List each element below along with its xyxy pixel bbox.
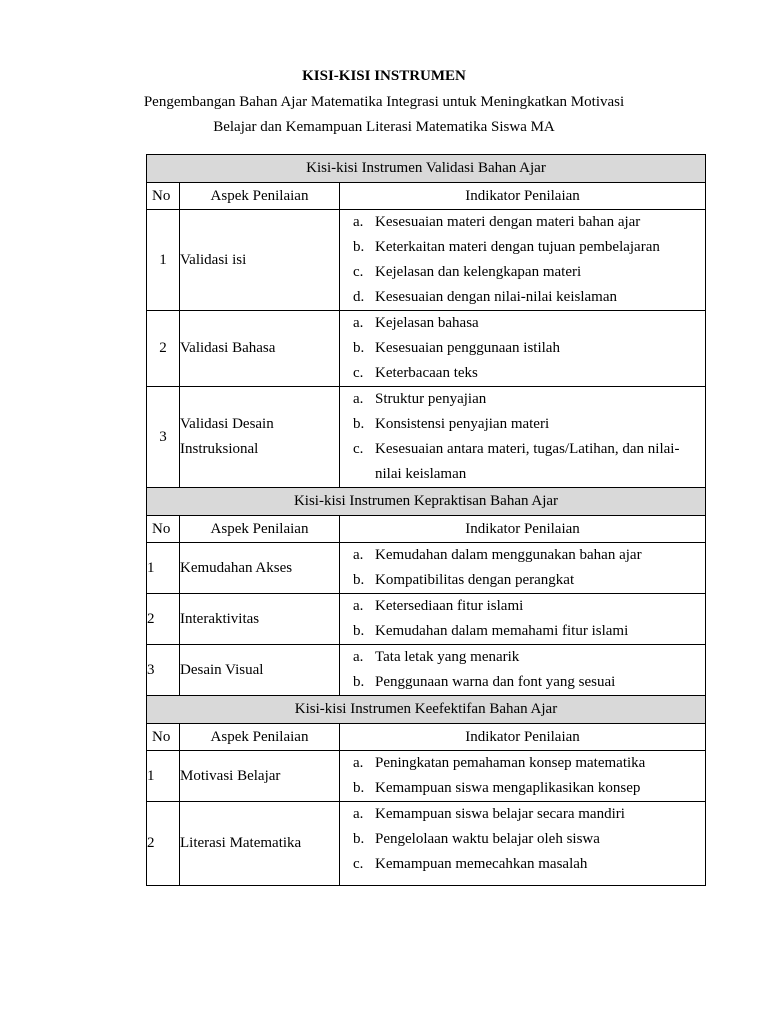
column-header-no: No [147, 724, 180, 751]
indicator-text: Peningkatan pemahaman konsep matematika [375, 755, 646, 771]
indicator-text: Kesesuaian penggunaan istilah [375, 340, 560, 356]
indicator-marker: a. [353, 315, 364, 331]
instrument-grid-table [146, 154, 706, 886]
table-row [147, 751, 706, 802]
column-header-aspek: Aspek Penilaian [180, 724, 340, 751]
indicator-marker: b. [353, 416, 365, 432]
indicator-text: Kemampuan memecahkan masalah [375, 856, 588, 872]
column-header-row [147, 516, 706, 543]
indicator-item [340, 827, 705, 852]
indicator-item [340, 594, 705, 619]
column-header-row [147, 183, 706, 210]
indicator-text: Struktur penyajian [375, 391, 487, 407]
aspect-cell [180, 387, 340, 488]
indicator-marker: c. [353, 856, 364, 872]
aspect-label-line1: Validasi Desain [180, 416, 274, 432]
aspect-cell [180, 311, 340, 387]
aspect-label: Desain Visual [180, 661, 264, 678]
aspect-cell [180, 751, 340, 802]
aspect-cell [180, 645, 340, 696]
indicator-marker: d. [353, 289, 365, 305]
column-header-aspek: Aspek Penilaian [180, 183, 340, 210]
row-number: 2 [147, 802, 180, 886]
aspect-cell [180, 210, 340, 311]
aspect-label: Validasi Bahasa [180, 340, 276, 356]
indicator-item [340, 619, 705, 644]
indicator-text: Ketersediaan fitur islami [375, 598, 524, 614]
section-heading-row [147, 488, 706, 516]
indicator-text: Kesesuaian antara materi, tugas/Latihan, dan nilai- [375, 441, 680, 457]
indicator-text: Kemudahan dalam memahami fitur islami [375, 623, 629, 639]
indicator-marker: b. [353, 572, 365, 588]
indicator-marker: a. [353, 391, 364, 407]
row-number: 2 [147, 594, 180, 645]
indicator-text: Kejelasan bahasa [375, 315, 479, 331]
section-heading-row [147, 155, 706, 183]
aspect-label: Motivasi Belajar [180, 767, 281, 784]
row-number: 1 [147, 543, 180, 594]
table-row [147, 387, 706, 488]
indicator-cell [340, 751, 706, 802]
section-validasi [147, 155, 706, 488]
indicator-item [340, 645, 705, 670]
indicator-marker: c. [353, 264, 364, 280]
indicator-text: Kemampuan siswa belajar secara mandiri [375, 806, 625, 822]
indicator-item [340, 260, 705, 285]
table-row [147, 311, 706, 387]
indicator-marker: b. [353, 831, 365, 847]
indicator-marker: a. [353, 806, 364, 822]
indicator-list [340, 645, 705, 695]
indicator-cell [340, 311, 706, 387]
section-keefektifan [147, 696, 706, 886]
indicator-text: Kejelasan dan kelengkapan materi [375, 264, 582, 280]
aspect-label: Interaktivitas [180, 610, 260, 627]
indicator-item [340, 387, 705, 412]
row-number: 1 [147, 210, 180, 311]
indicator-item [340, 751, 705, 776]
table-row [147, 594, 706, 645]
indicator-marker: b. [353, 340, 365, 356]
indicator-cell [340, 387, 706, 488]
indicator-cell [340, 543, 706, 594]
indicator-list [340, 594, 705, 644]
indicator-marker: c. [353, 365, 364, 381]
indicator-text: Tata letak yang menarik [375, 649, 520, 665]
row-number: 3 [147, 645, 180, 696]
aspect-label: Validasi isi [180, 251, 247, 268]
indicator-marker: a. [353, 598, 364, 614]
indicator-item [340, 437, 705, 462]
indicator-cell [340, 210, 706, 311]
indicator-marker: c. [353, 441, 364, 457]
indicator-text: Kesesuaian dengan nilai-nilai keislaman [375, 289, 617, 305]
indicator-text: Keterbacaan teks [375, 365, 478, 381]
aspect-label-line2: Instruksional [180, 441, 259, 457]
section-heading: Kisi-kisi Instrumen Kepraktisan Bahan Ajar [147, 488, 706, 516]
indicator-item [340, 311, 705, 336]
column-header-no: No [147, 516, 180, 543]
indicator-marker: b. [353, 623, 365, 639]
column-header-aspek: Aspek Penilaian [180, 516, 340, 543]
section-heading: Kisi-kisi Instrumen Keefektifan Bahan Ajar [147, 696, 706, 724]
indicator-text: Pengelolaan waktu belajar oleh siswa [375, 831, 600, 847]
column-header-indikator: Indikator Penilaian [340, 724, 706, 751]
indicator-item [340, 543, 705, 568]
indicator-list [340, 802, 705, 885]
indicator-marker: b. [353, 239, 365, 255]
indicator-list [340, 311, 705, 386]
row-number: 3 [147, 387, 180, 488]
indicator-marker: b. [353, 674, 365, 690]
table-row [147, 645, 706, 696]
indicator-list [340, 387, 705, 487]
indicator-cell [340, 594, 706, 645]
indicator-item [340, 852, 705, 877]
aspect-cell [180, 543, 340, 594]
indicator-text: nilai keislaman [375, 466, 467, 482]
table-row [147, 543, 706, 594]
indicator-marker: a. [353, 649, 364, 665]
indicator-text: Kemudahan dalam menggunakan bahan ajar [375, 547, 642, 563]
aspect-cell [180, 594, 340, 645]
indicator-cell [340, 802, 706, 886]
document-title: KISI-KISI INSTRUMEN [302, 68, 466, 84]
indicator-item [340, 776, 705, 801]
indicator-list [340, 751, 705, 801]
indicator-text: Kemampuan siswa mengaplikasikan konsep [375, 780, 641, 796]
indicator-text: Keterkaitan materi dengan tujuan pembelajaran [375, 239, 660, 255]
indicator-marker: a. [353, 547, 364, 563]
indicator-item [340, 802, 705, 827]
aspect-cell [180, 802, 340, 886]
document-subtitle-line1: Pengembangan Bahan Ajar Matematika Integrasi untuk Meningkatkan Motivasi [143, 94, 625, 110]
indicator-item [340, 235, 705, 260]
indicator-item [340, 210, 705, 235]
table-row [147, 802, 706, 886]
indicator-item [340, 412, 705, 437]
indicator-cell [340, 645, 706, 696]
section-heading: Kisi-kisi Instrumen Validasi Bahan Ajar [147, 155, 706, 183]
row-number: 2 [147, 311, 180, 387]
aspect-label: Kemudahan Akses [180, 559, 293, 576]
indicator-item [340, 670, 705, 695]
indicator-marker: a. [353, 755, 364, 771]
column-header-indikator: Indikator Penilaian [340, 183, 706, 210]
indicator-item [340, 568, 705, 593]
indicator-text: Penggunaan warna dan font yang sesuai [375, 674, 616, 690]
aspect-label: Literasi Matematika [180, 835, 302, 851]
indicator-marker: b. [353, 780, 365, 796]
indicator-item [340, 361, 705, 386]
section-kepraktisan [147, 488, 706, 696]
indicator-text: Konsistensi penyajian materi [375, 416, 550, 432]
indicator-item [340, 285, 705, 310]
column-header-indikator: Indikator Penilaian [340, 516, 706, 543]
row-number: 1 [147, 751, 180, 802]
indicator-list [340, 543, 705, 593]
section-heading-row [147, 696, 706, 724]
indicator-text: Kompatibilitas dengan perangkat [375, 572, 575, 588]
indicator-text: Kesesuaian materi dengan materi bahan ajar [375, 214, 641, 230]
indicator-item-continuation [340, 462, 705, 487]
indicator-marker: a. [353, 214, 364, 230]
indicator-list [340, 210, 705, 310]
column-header-no: No [147, 183, 180, 210]
indicator-item [340, 336, 705, 361]
table-row [147, 210, 706, 311]
column-header-row [147, 724, 706, 751]
document-subtitle-line2: Belajar dan Kemampuan Literasi Matematika Siswa MA [213, 119, 555, 135]
